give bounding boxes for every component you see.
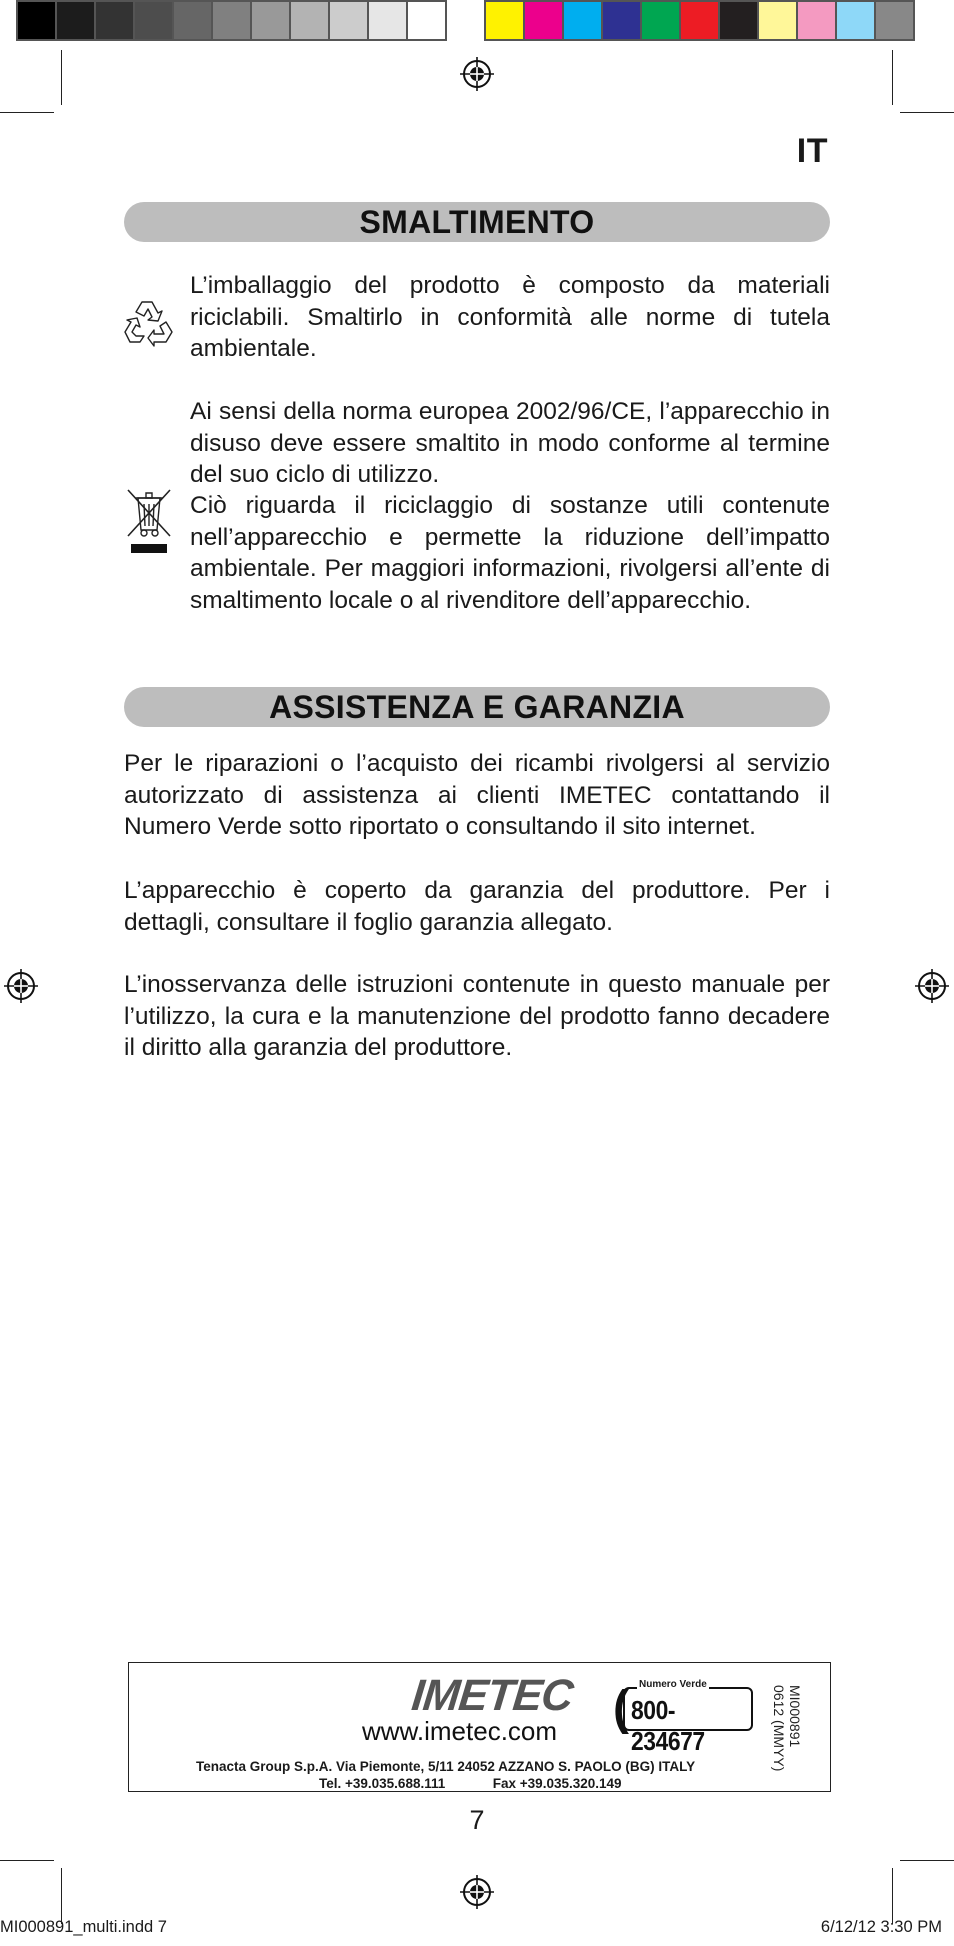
- warranty-paragraph: L’apparecchio è coperto da garanzia del produttore. Per i dettagli, consultare il foglio garanzia allegato.: [124, 877, 830, 936]
- crop-mark-top-right: [892, 50, 893, 105]
- gray-swatch: [55, 0, 96, 41]
- gray-swatch: [172, 0, 213, 41]
- document-code: [771, 1685, 803, 1785]
- crop-mark-bottom-right-h: [900, 1860, 954, 1861]
- imetec-logo: IMETEC: [409, 1671, 575, 1720]
- color-swatch: [601, 0, 642, 41]
- telephone-number: Tel. +39.035.688.111: [319, 1776, 446, 1791]
- weee-paragraph-2: Ciò riguarda il riciclaggio di sostanze utili contenute nell’apparecchio e permette la riduzione dell’impatto ambientale. Per maggiori informazioni, rivolgersi all’ente di smaltimento locale o al rivenditore dell’apparecchio.: [190, 492, 830, 614]
- toll-free-label: Numero Verde: [639, 1679, 707, 1690]
- section-title-smaltimento: SMALTIMENTO: [124, 202, 830, 242]
- color-swatch: [523, 0, 564, 41]
- crop-mark-bottom-left-h: [0, 1860, 54, 1861]
- color-swatch: [874, 0, 915, 41]
- toll-free-badge: [613, 1679, 755, 1756]
- color-swatch: [835, 0, 876, 41]
- recycle-icon: [122, 296, 176, 348]
- crop-mark-top-right-h: [900, 112, 954, 113]
- gray-swatch: [406, 0, 447, 41]
- contact-numbers: [319, 1776, 622, 1791]
- weee-bin-icon: [122, 486, 176, 556]
- slug-filename: MI000891_multi.indd 7: [0, 1918, 167, 1936]
- registration-mark-icon: [459, 56, 495, 92]
- recycle-paragraph: L’imballaggio del prodotto è composto da materiali riciclabili. Smaltirlo in conformità alle norme di tutela ambientale.: [190, 272, 830, 362]
- crop-mark-bottom-left: [61, 1868, 62, 1924]
- color-swatch: [679, 0, 720, 41]
- process-color-bar: [484, 0, 913, 46]
- page-number: 7: [469, 1805, 485, 1835]
- slug-datetime: 6/12/12 3:30 PM: [820, 1918, 942, 1936]
- gray-swatch: [250, 0, 291, 41]
- color-swatch: [562, 0, 603, 41]
- color-swatch: [796, 0, 837, 41]
- gray-swatch: [133, 0, 174, 41]
- registration-mark-icon: [3, 968, 39, 1004]
- warranty-void-paragraph: L’inosservanza delle istruzioni contenute in questo manuale per l’utilizzo, la cura e la manutenzione del prodotto fanno decadere il diritto alla garanzia del produttore.: [124, 971, 830, 1061]
- gray-swatch: [211, 0, 252, 41]
- company-info-box: [128, 1662, 831, 1792]
- section-title-assistenza: ASSISTENZA E GARANZIA: [124, 687, 830, 727]
- crop-mark-top-left: [61, 50, 62, 105]
- crop-mark-top-left-h: [0, 112, 54, 113]
- gray-swatch: [94, 0, 135, 41]
- gray-swatch: [367, 0, 408, 41]
- registration-mark-icon: [459, 1874, 495, 1910]
- gray-swatch: [289, 0, 330, 41]
- color-swatch: [718, 0, 759, 41]
- fax-number: Fax +39.035.320.149: [492, 1776, 622, 1791]
- crop-mark-bottom-right: [892, 1868, 893, 1924]
- color-swatch: [484, 0, 525, 41]
- company-address: Tenacta Group S.p.A. Via Piemonte, 5/11 24052 AZZANO S. PAOLO (BG) ITALY: [196, 1759, 696, 1774]
- assistance-paragraph: Per le riparazioni o l’acquisto dei ricambi rivolgersi al servizio autorizzato di assistenza ai clienti IMETEC contattando il Numero Verde sotto riportato o consultando il sito internet.: [124, 750, 830, 840]
- color-swatch: [757, 0, 798, 41]
- weee-paragraph-1: Ai sensi della norma europea 2002/96/CE, l’apparecchio in disuso deve essere smaltito in modo conforme al termine del suo ciclo di utilizzo.: [190, 398, 830, 488]
- document-code-line2: 0612 (MMYY): [771, 1685, 787, 1772]
- website-url: www.imetec.com: [362, 1716, 558, 1746]
- document-code-line1: MI000891: [787, 1685, 803, 1748]
- phone-handset-icon: (: [613, 1682, 629, 1735]
- language-tag: IT: [796, 132, 828, 170]
- gray-swatch: [16, 0, 57, 41]
- registration-mark-icon: [914, 968, 950, 1004]
- color-swatch: [640, 0, 681, 41]
- gray-swatch: [328, 0, 369, 41]
- toll-free-number: 800-234677: [631, 1695, 705, 1756]
- grayscale-color-bar: [16, 0, 445, 46]
